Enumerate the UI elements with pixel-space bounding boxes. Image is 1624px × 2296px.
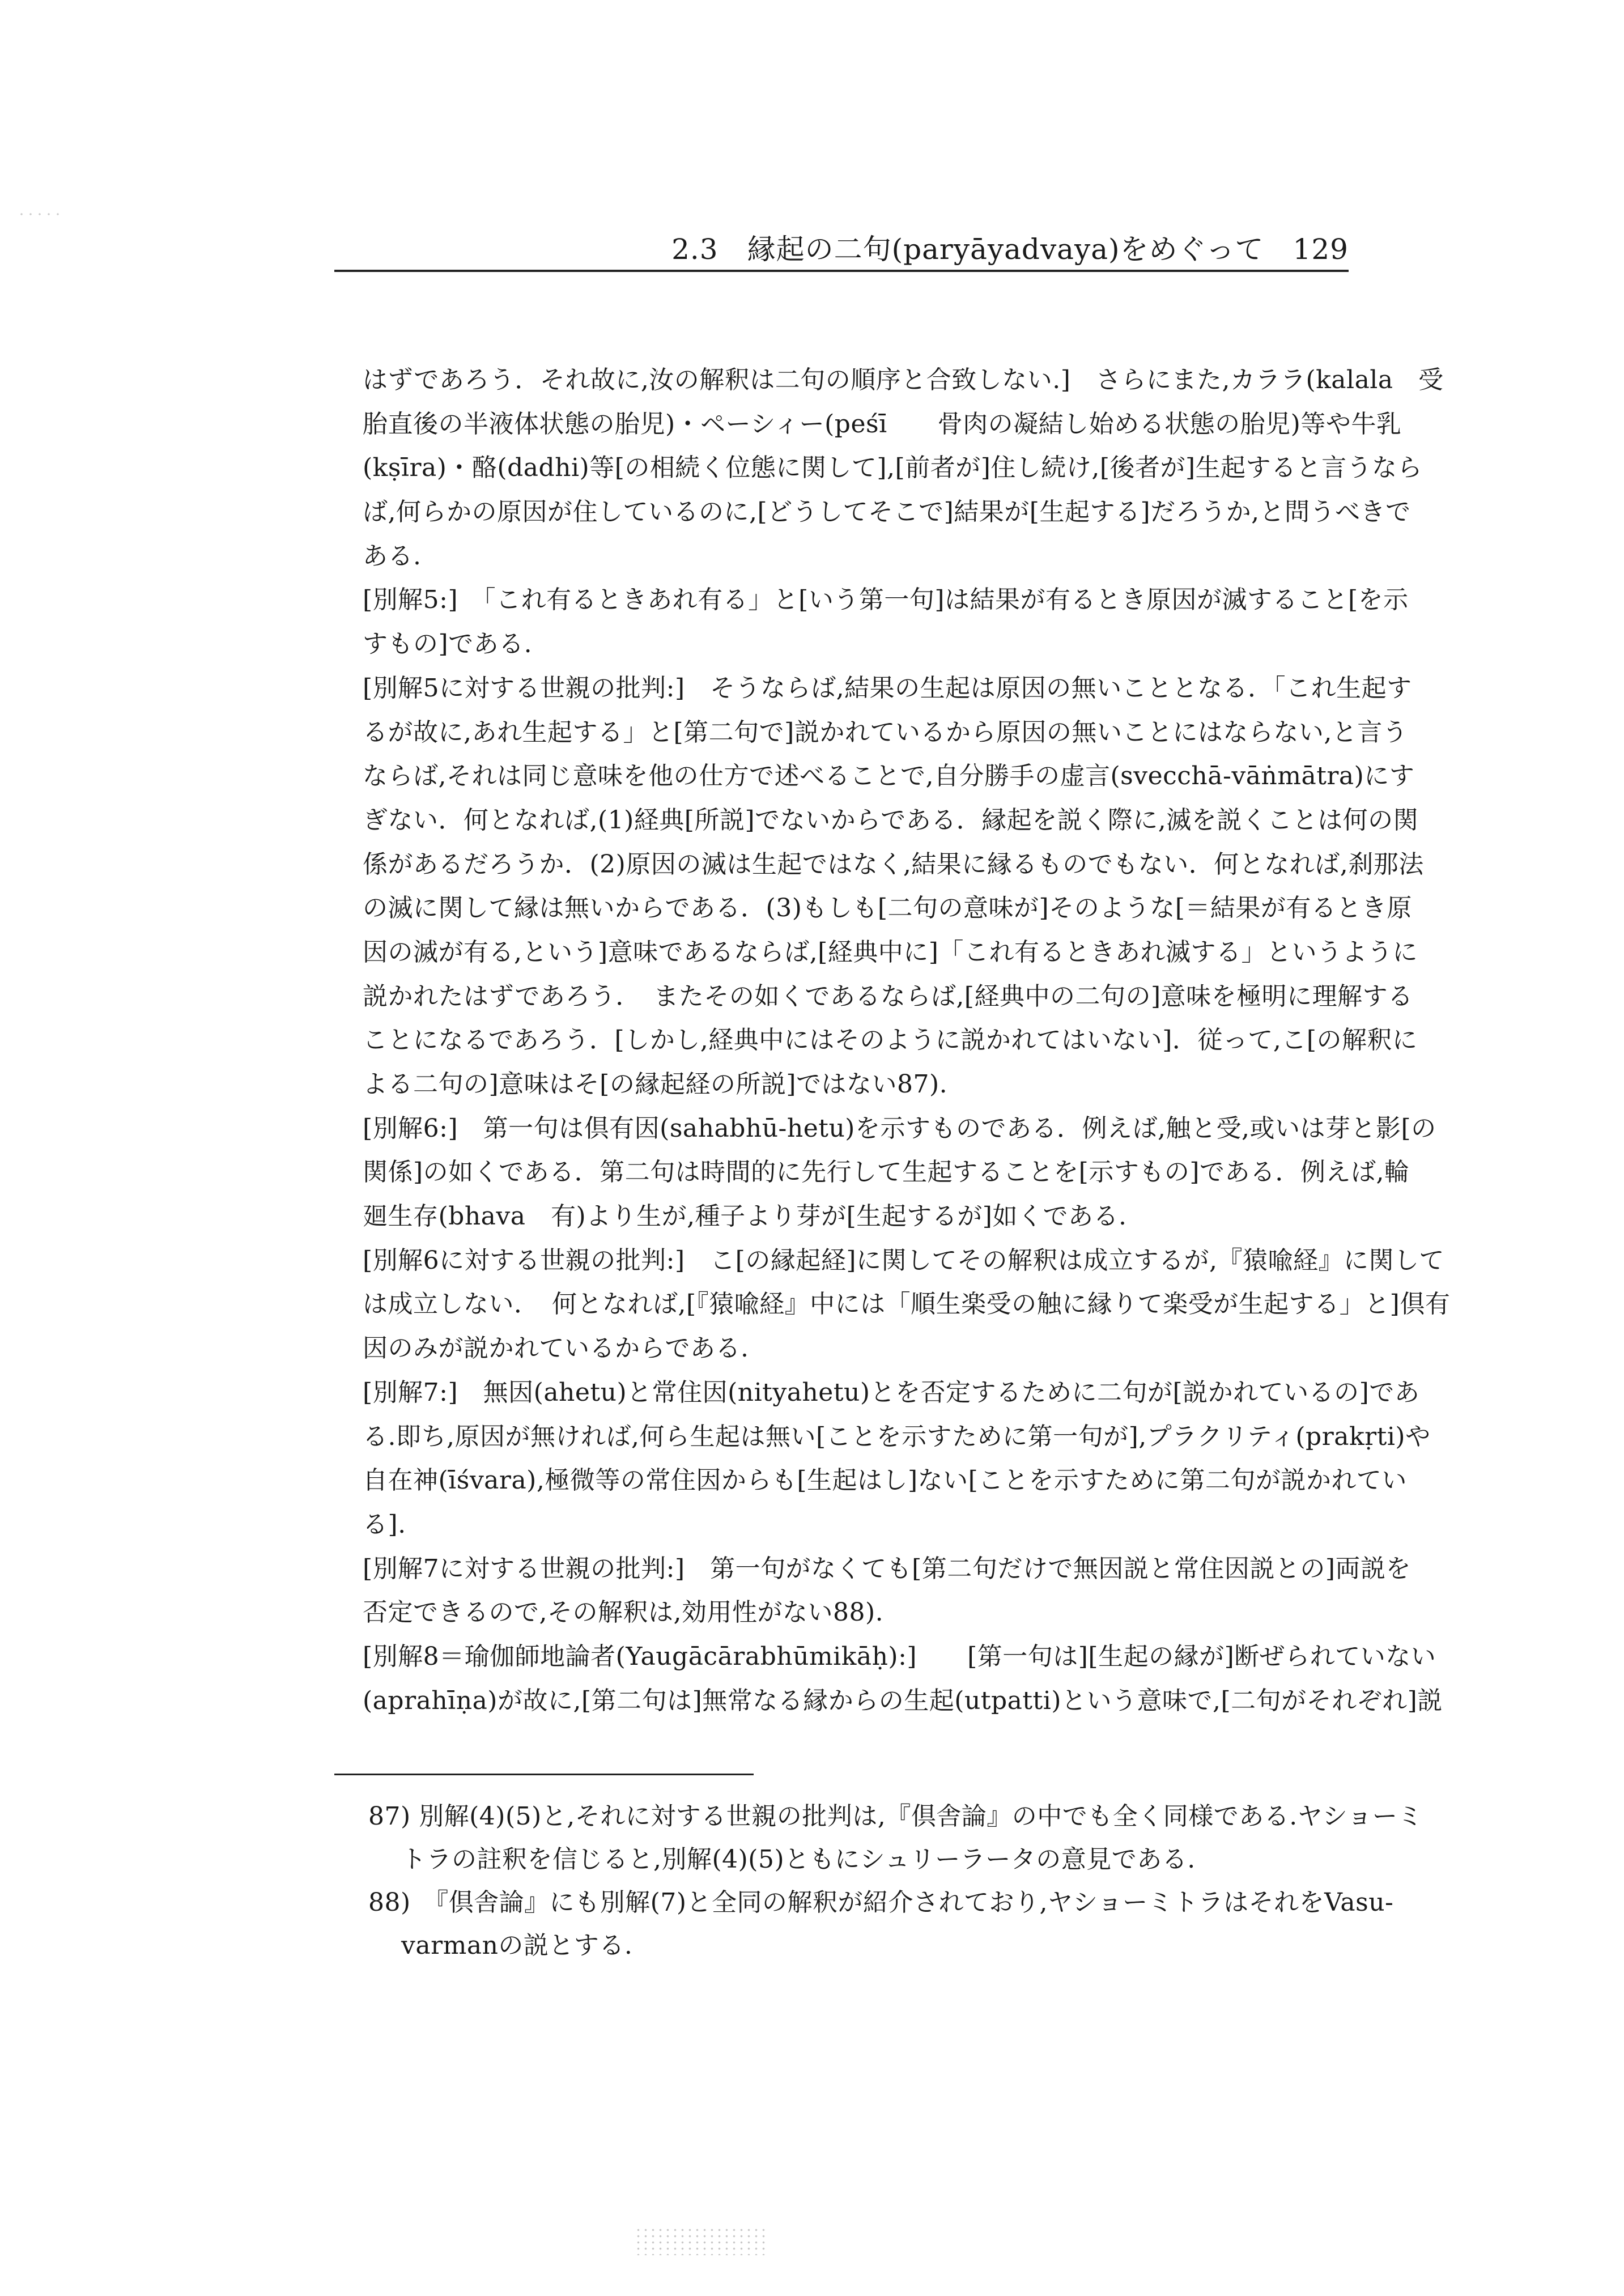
body-line: [別解6に対する世親の批判:] こ[の縁起経]に関してその解釈は成立するが,『猿喩経』に関して [363,1245,1444,1275]
footnote-88-cont: varmanの説とする. [401,1931,633,1960]
body-line: [別解8＝瑜伽師地論者(Yaugācārabhūmikāḥ):] [第一句は][生起の縁が]断ぜられていない [363,1642,1436,1671]
body-text [363,358,1451,1723]
body-line: はずであろう．それ故に,汝の解釈は二句の順序と合致しない.] さらにまた,カララ(kalala 受 [363,365,1444,394]
body-line: 因のみが説かれているからである. [363,1334,749,1363]
body-line: ならば,それは同じ意味を他の仕方で述べることで,自分勝手の虚言(svecchā-vāṅmātra)にす [363,762,1415,791]
body-line: (kṣīra)・酪(dadhi)等[の相続く位態に関して],[前者が]住し続け,[後者が]生起すると言うなら [363,453,1423,483]
scan-noise [17,211,62,218]
footnotes [368,1795,1423,1967]
body-line: ぎない．何となれば,(1)経典[所説]でないからである．縁起を説く際に,滅を説くことは何の関 [363,805,1419,835]
header-title: 2.3 縁起の二句(paryāyadvaya)をめぐって 129 [671,233,1349,266]
body-line: [別解5:] 「これ有るときあれ有る」と[いう第一句]は結果が有るとき原因が滅すること[を示 [363,585,1409,615]
body-line: は成立しない． 何となれば,[『猿喩経』中には「順生楽受の触に縁りて楽受が生起する」と]倶有 [363,1290,1451,1319]
footnote-87-cont: トラの註釈を信じると,別解(4)(5)ともにシュリーラータの意見である. [401,1845,1196,1874]
body-line: るが故に,あれ生起する」と[第二句で]説かれているから原因の無いことにはならない,と言う [363,717,1408,747]
body-line: 否定できるので,その解釈は,効用性がない88). [363,1598,884,1627]
body-line: 関係]の如くである．第二句は時間的に先行して生起することを[示すもの]である．例えば,輪 [363,1158,1410,1187]
footnote-87: 87) 別解(4)(5)と,それに対する世親の批判は,『倶舎論』の中でも全く同様である.ヤショーミ [368,1802,1423,1831]
body-line: る.即ち,原因が無ければ,何ら生起は無い[ことを示すために第一句が],プラクリティ(prakṛti)や [363,1422,1431,1451]
body-line: ことになるであろう．[しかし,経典中にはそのように説かれてはいない]．従って,こ[の解釈に [363,1026,1418,1055]
body-line: (aprahīṇa)が故に,[第二句は]無常なる縁からの生起(utpatti)という意味で,[二句がそれぞれ]説 [363,1686,1443,1715]
footnote-rule [334,1774,754,1775]
body-line: 説かれたはずであろう． またその如くであるならば,[経典中の二句の]意味を極明に理解する [363,981,1413,1011]
body-line: る]. [363,1510,406,1539]
body-line: [別解7に対する世親の批判:] 第一句がなくても[第二句だけで無因説と常住因説との]両説を [363,1554,1411,1583]
body-line: ば,何らかの原因が住しているのに,[どうしてそこで]結果が[生起する]だろうか,と問うべきで [363,498,1411,527]
body-line: 廻生存(bhava 有)より生が,種子より芽が[生起するが]如くである. [363,1202,1127,1231]
body-line: [別解7:] 無因(ahetu)と常住因(nityahetu)とを否定するために二句が[説かれているの]であ [363,1377,1420,1407]
footnote-88: 88) 『倶舎論』にも別解(7)と全同の解釈が紹介されており,ヤショーミトラはそれをVasu- [368,1888,1394,1917]
running-header [334,232,1349,272]
body-line: 自在神(īśvara),極微等の常住因からも[生起はし]ない[ことを示すために第二句が説かれてい [363,1466,1407,1495]
body-line: の滅に関して縁は無いからである．(3)もしも[二句の意味が]そのような[＝結果が有るとき原 [363,894,1412,923]
body-line: すもの]である. [363,630,533,659]
body-line: 胎直後の半液体状態の胎児)・ペーシィー(peśī 骨肉の凝結し始める状態の胎児)等や牛乳 [363,409,1402,439]
body-line: [別解5に対する世親の批判:] そうならば,結果の生起は原因の無いこととなる．「これ生起す [363,673,1412,703]
body-line: 係があるだろうか．(2)原因の滅は生起ではなく,結果に縁るものでもない．何となれば,刹那法 [363,849,1424,879]
header-rule [334,270,1349,272]
body-line: よる二句の]意味はそ[の縁起経の所説]ではない87). [363,1070,948,1099]
body-line: ある. [363,541,422,571]
body-line: [別解6:] 第一句は倶有因(sahabhū-hetu)を示すものである．例えば,触と受,或いは芽と影[の [363,1113,1436,1143]
scan-noise-bottom [635,2227,765,2255]
body-line: 因の滅が有る,という]意味であるならば,[経典中に]「これ有るときあれ滅する」というように [363,937,1418,967]
